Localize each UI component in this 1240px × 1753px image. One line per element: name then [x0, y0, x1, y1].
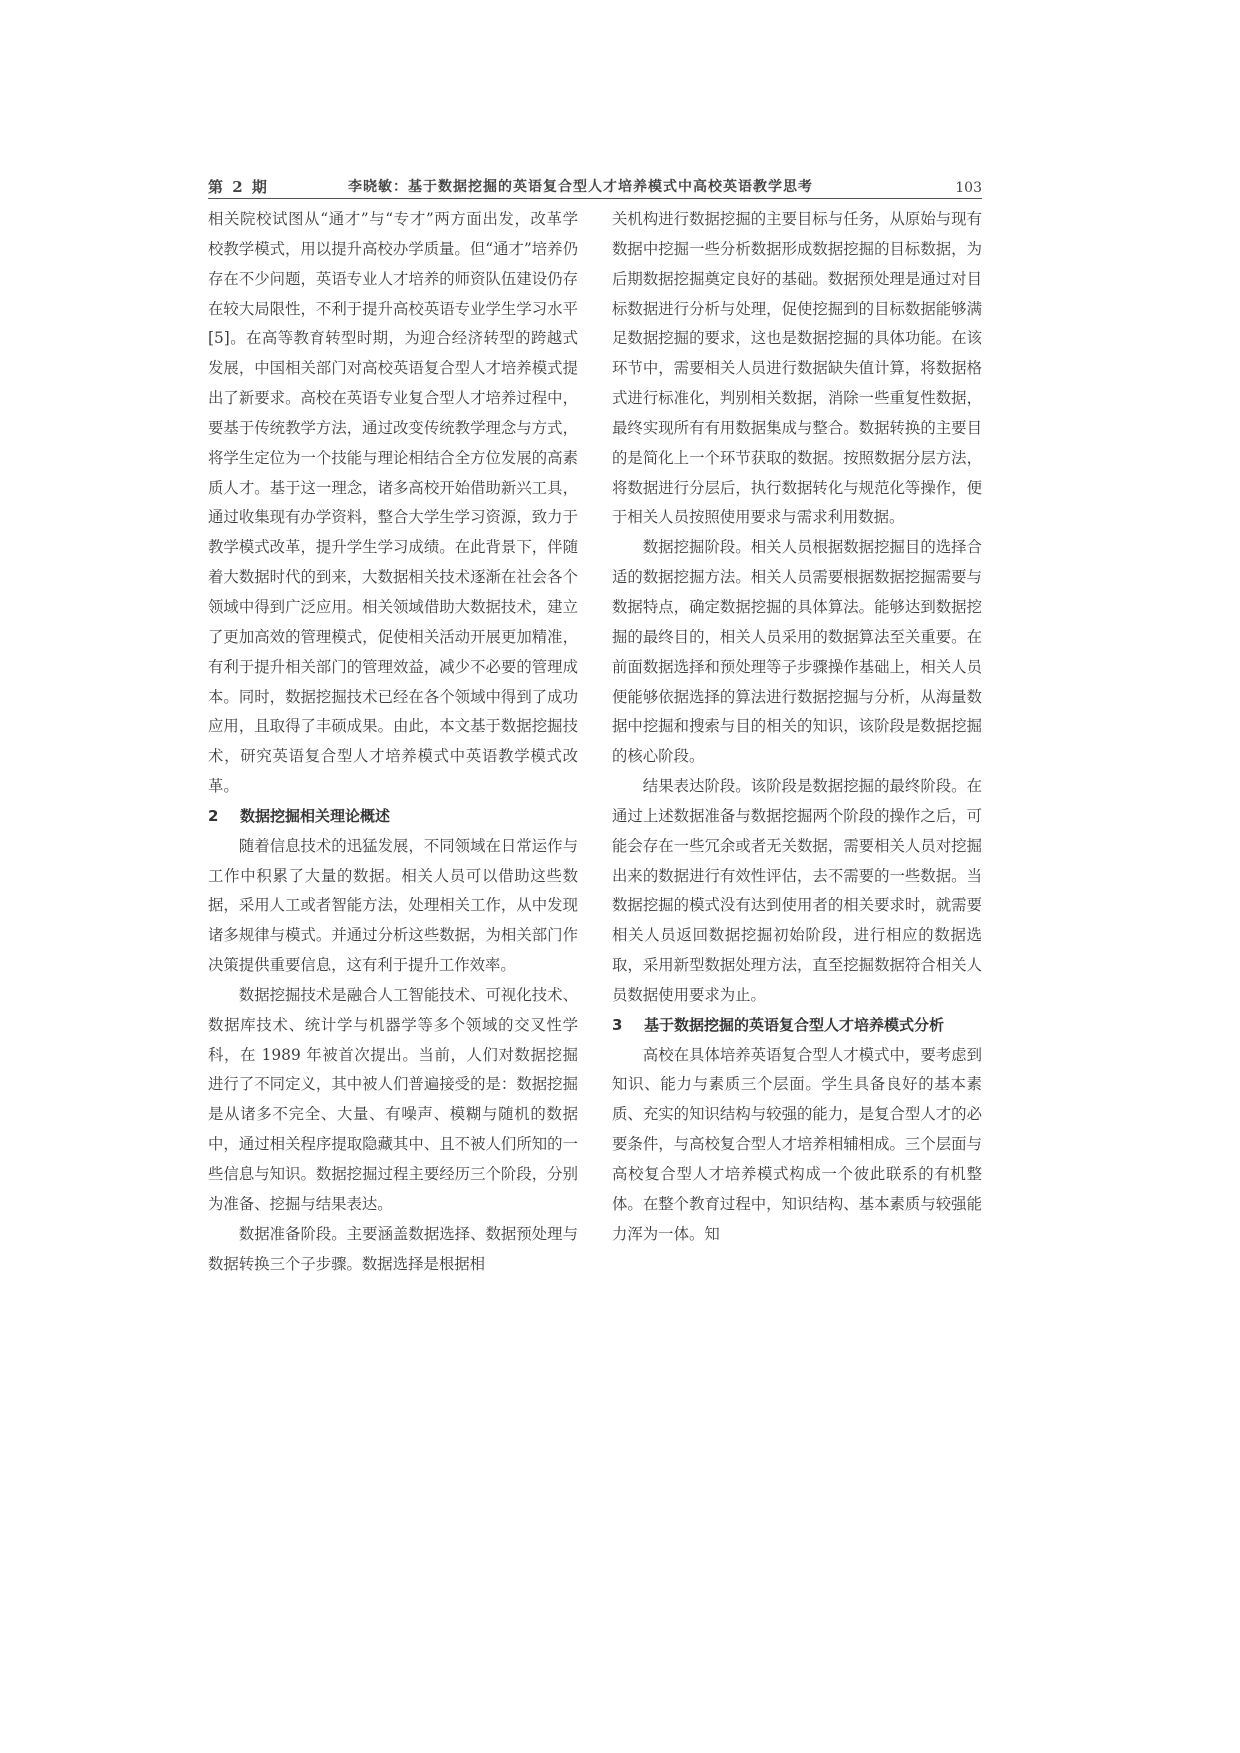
page-number: 103 [955, 180, 982, 196]
paragraph: 高校在具体培养英语复合型人才模式中，要考虑到知识、能力与素质三个层面。学生具备良好的基本素质、充实的知识结构与较强的能力，是复合型人才的必要条件，与高校复合型人才培养相辅相成。三个层面与高校复合型人才培养模式构成一个彼此联系的有机整体。在整个教育过程中，知识结构、基本素质与较强能力浑为一体。知 [612, 1045, 982, 1243]
running-header [208, 172, 982, 198]
header-divider [208, 198, 982, 199]
paragraph: 数据准备阶段。主要涵盖数据选择、数据预处理与数据转换三个子步骤。数据选择是根据相 [208, 1224, 578, 1273]
section-heading [208, 802, 578, 832]
running-title: 李晓敏：基于数据挖掘的英语复合型人才培养模式中高校英语教学思考 [348, 179, 813, 195]
section-title: 数据挖掘相关理论概述 [240, 806, 391, 825]
section-number: 3 [612, 1015, 623, 1034]
section-title: 基于数据挖掘的英语复合型人才培养模式分析 [644, 1015, 945, 1034]
issue-label: 第 2 期 [208, 178, 269, 196]
paragraph: 数据挖掘技术是融合人工智能技术、可视化技术、数据库技术、统计学与机器学等多个领域的交叉性学科，在 1989 年被首次提出。当前，人们对数据挖掘进行了不同定义，其中被人们普遍接受的是：数据挖掘是从诸多不完全、大量、有噪声、模糊与随机的数据中，通过相关程序提取隐藏其中、且不被人们所知的一些信息与知识。数据挖掘过程主要经历三个阶段，分别为准备、挖掘与结果表达。 [208, 985, 578, 1213]
section-heading [612, 1011, 982, 1041]
paragraph: 随着信息技术的迅猛发展，不同领域在日常运作与工作中积累了大量的数据。相关人员可以借助这些数据，采用人工或者智能方法，处理相关工作，从中发现诸多规律与模式。并通过分析这些数据，为相关部门作决策提供重要信息，这有利于提升工作效率。 [208, 836, 578, 975]
paragraph: 结果表达阶段。该阶段是数据挖掘的最终阶段。在通过上述数据准备与数据挖掘两个阶段的操作之后，可能会存在一些冗余或者无关数据，需要相关人员对挖掘出来的数据进行有效性评估，去不需要的一些数据。当数据挖掘的模式没有达到使用者的相关要求时，就需要相关人员返回数据挖掘初始阶段，进行相应的数据选取，采用新型数据处理方法，直至挖掘数据符合相关人员数据使用要求为止。 [612, 777, 982, 1004]
right-column [612, 205, 982, 1250]
left-column [208, 205, 578, 1279]
paragraph: 关机构进行数据挖掘的主要目标与任务，从原始与现有数据中挖掘一些分析数据形成数据挖掘的目标数据，为后期数据挖掘奠定良好的基础。数据预处理是通过对目标数据进行分析与处理，促使挖掘到的目标数据能够满足数据挖掘的要求，这也是数据挖掘的具体功能。在该环节中，需要相关人员进行数据缺失值计算，将数据格式进行标准化，判别相关数据，消除一些重复性数据，最终实现所有有用数据集成与整合。数据转换的主要目的是简化上一个环节获取的数据。按照数据分层方法，将数据进行分层后，执行数据转化与规范化等操作，便于相关人员按照使用要求与需求利用数据。 [612, 210, 982, 527]
section-number: 2 [208, 806, 219, 825]
paragraph: 相关院校试图从“通才”与“专才”两方面出发，改革学校教学模式，用以提升高校办学质量。但“通才”培养仍存在不少问题，英语专业人才培养的师资队伍建设仍存在较大局限性，不利于提升高校英语专业学生学习水平[5]。在高等教育转型时期，为迎合经济转型的跨越式发展，中国相关部门对高校英语复合型人才培养模式提出了新要求。高校在英语专业复合型人才培养过程中，要基于传统教学方法，通过改变传统教学理念与方式，将学生定位为一个技能与理论相结合全方位发展的高素质人才。基于这一理念，诸多高校开始借助新兴工具，通过收集现有办学资料，整合大学生学习资源，致力于教学模式改革，提升学生学习成绩。在此背景下，伴随着大数据时代的到来，大数据相关技术逐渐在社会各个领域中得到广泛应用。相关领域借助大数据技术，建立了更加高效的管理模式，促使相关活动开展更加精准，有利于提升相关部门的管理效益，减少不必要的管理成本。同时，数据挖掘技术已经在各个领域中得到了成功应用，且取得了丰硕成果。由此，本文基于数据挖掘技术，研究英语复合型人才培养模式中英语教学模式改革。 [208, 210, 578, 796]
paragraph: 数据挖掘阶段。相关人员根据数据挖掘目的选择合适的数据挖掘方法。相关人员需要根据数据挖掘需要与数据特点，确定数据挖掘的具体算法。能够达到数据挖掘的最终目的，相关人员采用的数据算法至关重要。在前面数据选择和预处理等子步骤操作基础上，相关人员便能够依据选择的算法进行数据挖掘与分析，从海量数据中挖掘和搜索与目的相关的知识，该阶段是数据挖掘的核心阶段。 [612, 538, 982, 766]
